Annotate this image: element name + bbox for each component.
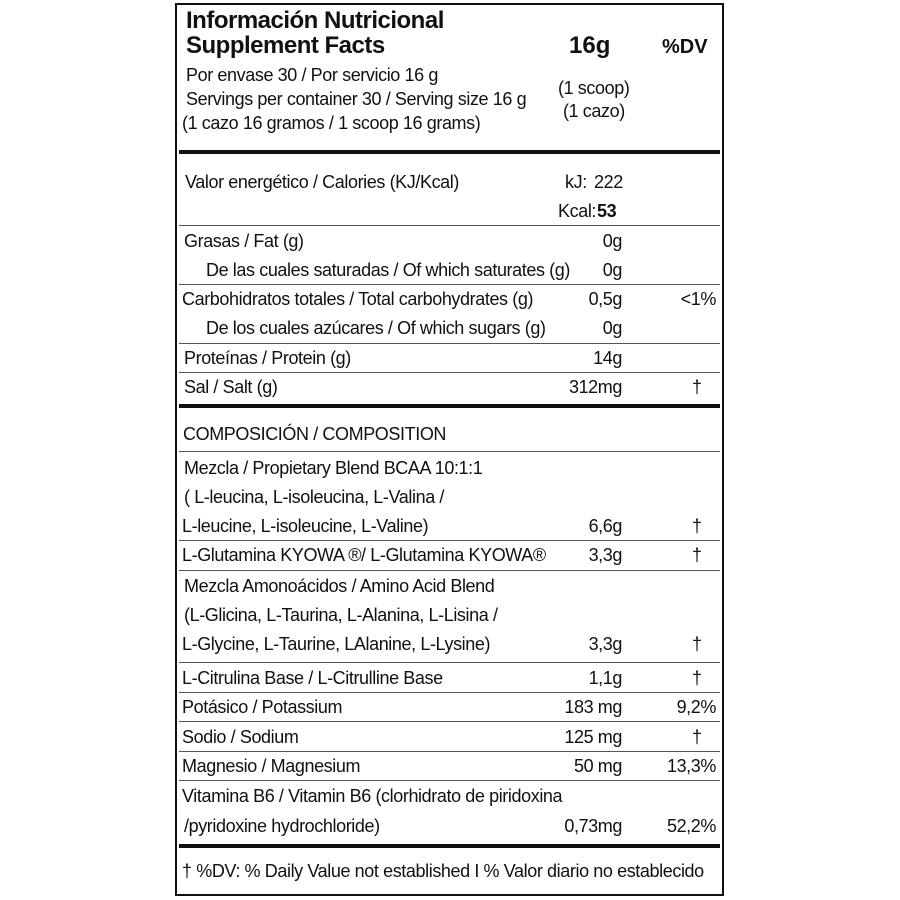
composition-line: (L-Glicina, L-Taurina, L-Alanina, L-Lisina / — [184, 605, 498, 625]
nutrient-amount: 0g — [602, 260, 622, 280]
composition-line: Sodio / Sodium — [182, 727, 299, 747]
nutrient-amount: 312mg — [568, 377, 622, 397]
composition-line: Potásico / Potassium — [182, 697, 343, 717]
composition-line: L-Glutamina KYOWA ®/ L-Glutamina KYOWA® — [182, 545, 546, 565]
composition-dv: † — [692, 634, 702, 654]
divider — [179, 570, 720, 571]
composition-line: Vitamina B6 / Vitamin B6 (clorhidrato de piridoxina — [182, 786, 563, 806]
divider — [179, 721, 720, 722]
composition-line: L-Citrulina Base / L-Citrulline Base — [182, 668, 443, 688]
composition-amount: 125 mg — [564, 727, 622, 747]
composition-amount: 3,3g — [588, 634, 622, 654]
composition-amount: 1,1g — [588, 668, 622, 688]
composition-amount: 50 mg — [573, 756, 622, 776]
divider — [179, 692, 720, 693]
servings-en: Servings per container 30 / Serving size 16 g — [186, 89, 527, 109]
thick-divider — [179, 844, 720, 848]
composition-heading: COMPOSICIÓN / COMPOSITION — [183, 424, 447, 444]
composition-amount: 6,6g — [588, 516, 622, 536]
nutrient-label: Proteínas / Protein (g) — [184, 348, 351, 368]
divider — [179, 284, 720, 285]
title-en: Supplement Facts — [186, 32, 385, 59]
thick-divider — [179, 404, 720, 408]
composition-line: L-Glycine, L-Taurine, LAlanine, L-Lysine) — [182, 634, 491, 654]
kcal-label: Kcal: — [558, 201, 597, 221]
composition-line: /pyridoxine hydrochloride) — [184, 816, 380, 836]
composition-line: Magnesio / Magnesium — [182, 756, 361, 776]
scoop-es: (1 cazo) — [563, 101, 625, 121]
nutrient-amount: 0g — [602, 231, 622, 251]
title-es: Información Nutricional — [186, 7, 444, 34]
nutrient-label: De las cuales saturadas / Of which saturates (g) — [206, 260, 570, 280]
composition-line: ( L-leucina, L-isoleucina, L-Valina / — [184, 487, 445, 507]
nutrient-label: De los cuales azúcares / Of which sugars (g) — [206, 318, 546, 338]
nutrient-amount: 0,5g — [588, 289, 622, 309]
nutrient-amount: 14g — [593, 348, 622, 368]
kcal-value: 53 — [597, 201, 617, 221]
nutrient-amount: 0g — [602, 318, 622, 338]
divider — [179, 780, 720, 781]
divider — [179, 225, 720, 226]
divider — [179, 662, 720, 663]
composition-line: Mezcla Amonoácidos / Amino Acid Blend — [184, 576, 495, 596]
kj-label: kJ: — [565, 172, 587, 192]
composition-line: Mezcla / Propietary Blend BCAA 10:1:1 — [184, 458, 483, 478]
divider — [179, 372, 720, 373]
composition-dv: 13,3% — [666, 756, 716, 776]
nutrient-dv: <1% — [680, 289, 716, 309]
composition-dv: † — [692, 516, 702, 536]
nutrient-label: Sal / Salt (g) — [184, 377, 278, 397]
divider — [179, 343, 720, 344]
kj-value: 222 — [594, 172, 623, 192]
divider — [179, 540, 720, 541]
composition-dv: 52,2% — [666, 816, 716, 836]
composition-dv: † — [692, 668, 702, 688]
composition-dv: † — [692, 545, 702, 565]
composition-amount: 183 mg — [564, 697, 622, 717]
nutrient-label: Grasas / Fat (g) — [184, 231, 304, 251]
footnote: † %DV: % Daily Value not established I % Valor diario no establecido — [182, 861, 704, 881]
composition-amount: 3,3g — [588, 545, 622, 565]
serving-amount: 16g — [569, 32, 611, 59]
composition-dv: † — [692, 727, 702, 747]
energy-label: Valor energético / Calories (KJ/Kcal) — [185, 172, 459, 192]
composition-line: L-leucine, L-isoleucine, L-Valine) — [182, 516, 429, 536]
nutrient-label: Carbohidratos totales / Total carbohydrates (g) — [182, 289, 534, 309]
composition-amount: 0,73mg — [564, 816, 622, 836]
scoop-en: (1 scoop) — [558, 78, 630, 98]
dv-header: %DV — [662, 36, 708, 58]
divider — [179, 451, 720, 452]
scoop-grams: (1 cazo 16 gramos / 1 scoop 16 grams) — [182, 113, 481, 133]
composition-dv: 9,2% — [676, 697, 716, 717]
nutrient-dv: † — [692, 377, 702, 397]
thick-divider — [179, 150, 720, 154]
divider — [179, 751, 720, 752]
servings-es: Por envase 30 / Por servicio 16 g — [186, 65, 438, 85]
